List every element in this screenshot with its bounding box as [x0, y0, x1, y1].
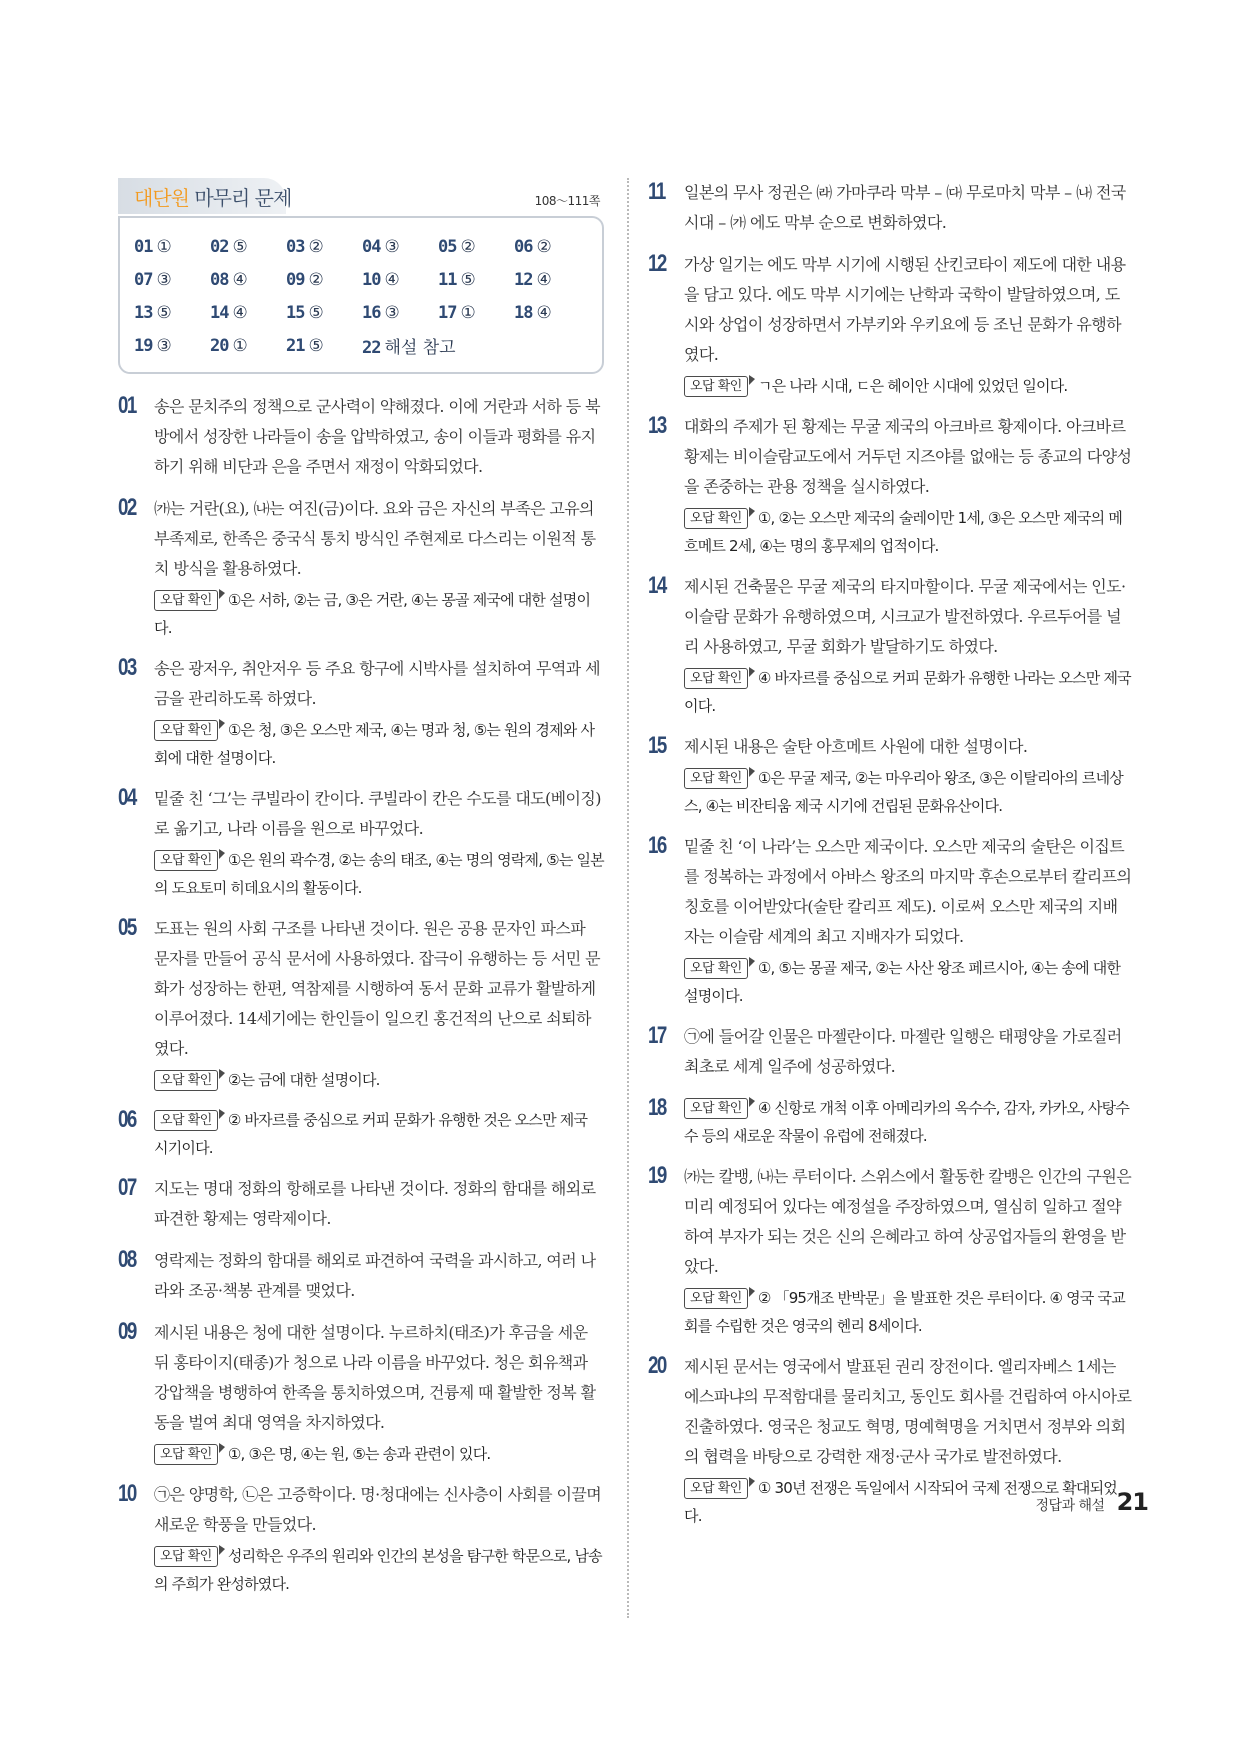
explanation-item [648, 250, 1132, 400]
wrong-answer-text: ① 30년 전쟁은 독일에서 시작되어 국제 전쟁으로 확대되었다. [684, 1479, 1117, 1525]
explanation-text: ㈎는 거란(요), ㈏는 여진(금)이다. 요와 금은 자신의 부족은 고유의 부족제로, 한족은 중국식 통치 방식인 주현제로 다스리는 이원적 통치 방식을 활용하였다. [154, 499, 596, 578]
explanation-item [648, 732, 1132, 820]
answer-value: ① [156, 236, 172, 257]
wrong-answer-text: ㄱ은 나라 시대, ㄷ은 헤이안 시대에 있었던 일이다. [757, 377, 1068, 395]
wrong-answer-note [154, 1542, 604, 1598]
wrong-answer-note [154, 1066, 604, 1094]
explanation-item [118, 1246, 604, 1306]
wrong-answer-text: ② 바자르를 중심으로 커피 문화가 유행한 것은 오스만 제국 시기이다. [154, 1111, 588, 1157]
question-number: 11 [648, 178, 665, 205]
section-title [134, 182, 291, 211]
answer-item [514, 303, 590, 323]
explanation-item [648, 1022, 1132, 1082]
question-number: 06 [118, 1106, 136, 1133]
wrong-answer-text: ①은 원의 곽수경, ②는 송의 태조, ④는 명의 영락제, ⑤는 일본의 도요토미 히데요시의 활동이다. [154, 851, 604, 897]
explanation-text: 도표는 원의 사회 구조를 나타낸 것이다. 원은 공용 문자인 파스파 문자를 만들어 공식 문서에 사용하였다. 잡극이 유행하는 등 서민 문화가 성장하는 한편, 역참제를 시행하여 동서 문화 교류가 활발하게 이루어졌다. 14세기에는 한인들이 일으킨 홍건적의 난으로 쇠퇴하였다. [154, 919, 600, 1058]
answer-number: 13 [134, 302, 153, 323]
wrong-answer-text: ④ 신항로 개척 이후 아메리카의 옥수수, 감자, 카카오, 사탕수수 등의 새로운 작물이 유럽에 전해졌다. [684, 1099, 1130, 1145]
explanation-item [118, 1106, 604, 1162]
explanation-item [118, 1480, 604, 1598]
answer-value: ④ [384, 269, 400, 290]
answer-item [134, 303, 210, 323]
explanation-item [648, 572, 1132, 720]
answer-number: 01 [134, 236, 153, 257]
explanations-left [118, 392, 604, 1598]
explanation-text: 제시된 내용은 청에 대한 설명이다. 누르하치(태조)가 후금을 세운 뒤 홍타이지(태종)가 청으로 나라 이름을 바꾸었다. 청은 회유책과 강압책을 병행하여 한족을 통치하였으며, 건륭제 때 활발한 정복 활동을 벌여 최대 영역을 차지하였다. [154, 1323, 596, 1432]
answer-number: 03 [286, 236, 305, 257]
wrong-answer-badge: 오답 확인 [154, 1444, 218, 1465]
wrong-answer-note [154, 1440, 604, 1468]
answer-row [134, 296, 592, 329]
question-number: 10 [118, 1480, 136, 1507]
explanation-item [648, 1162, 1132, 1340]
answer-number: 21 [286, 335, 305, 356]
answer-number: 11 [438, 269, 457, 290]
wrong-answer-badge: 오답 확인 [154, 720, 218, 741]
wrong-answer-note [154, 846, 604, 902]
question-number: 03 [118, 654, 136, 681]
answer-number: 04 [362, 236, 381, 257]
answer-row [134, 230, 592, 263]
question-number: 01 [118, 392, 136, 419]
answer-value: ⑤ [156, 302, 172, 323]
wrong-answer-text: 성리학은 우주의 원리와 인간의 본성을 탐구한 학문으로, 남송의 주희가 완성하였다. [154, 1547, 602, 1593]
answer-number: 06 [514, 236, 533, 257]
wrong-answer-badge: 오답 확인 [154, 590, 218, 611]
answer-item [362, 270, 438, 290]
answer-value: ② [308, 236, 324, 257]
answer-item [286, 237, 362, 257]
question-number: 05 [118, 914, 136, 941]
answer-number: 14 [210, 302, 229, 323]
answer-number: 19 [134, 335, 153, 356]
answer-value: ② [308, 269, 324, 290]
explanation-item [118, 392, 604, 482]
answer-number: 07 [134, 269, 153, 290]
explanation-text: ㉠은 양명학, ㉡은 고증학이다. 명·청대에는 신사층이 사회를 이끌며 새로운 학풍을 만들었다. [154, 1485, 602, 1534]
wrong-answer-note [154, 586, 604, 642]
answer-value: ④ [232, 269, 248, 290]
wrong-answer-text: ①, ③은 명, ④는 원, ⑤는 송과 관련이 있다. [227, 1445, 491, 1463]
explanation-item [118, 1318, 604, 1468]
answer-number: 17 [438, 302, 457, 323]
wrong-answer-note [684, 1094, 1132, 1150]
page-number: 21 [1116, 1488, 1148, 1516]
answer-value: ② [536, 236, 552, 257]
answer-number: 08 [210, 269, 229, 290]
explanation-item [648, 178, 1132, 238]
answer-item [134, 336, 210, 356]
answer-number: 18 [514, 302, 533, 323]
question-number: 08 [118, 1246, 136, 1273]
question-number: 13 [648, 412, 666, 439]
answer-value: ② [460, 236, 476, 257]
wrong-answer-text: ②는 금에 대한 설명이다. [227, 1071, 380, 1089]
explanation-text: 제시된 내용은 술탄 아흐메트 사원에 대한 설명이다. [684, 737, 1028, 756]
question-number: 18 [648, 1094, 666, 1121]
question-number: 16 [648, 832, 666, 859]
question-number: 17 [648, 1022, 666, 1049]
answer-item [438, 237, 514, 257]
explanation-text: 일본의 무사 정권은 ㈑ 가마쿠라 막부 – ㈐ 무로마치 막부 – ㈏ 전국 시대 – ㈎ 에도 막부 순으로 변화하였다. [684, 183, 1126, 232]
answer-number: 12 [514, 269, 533, 290]
explanation-text: 대화의 주제가 된 황제는 무굴 제국의 아크바르 황제이다. 아크바르 황제는 비이슬람교도에서 거두던 지즈야를 없애는 등 종교의 다양성을 존중하는 관용 정책을 실시하였다. [684, 417, 1132, 496]
answer-item [286, 270, 362, 290]
wrong-answer-badge: 오답 확인 [154, 850, 218, 871]
answer-item [210, 303, 286, 323]
answer-value: ④ [232, 302, 248, 323]
answer-number: 02 [210, 236, 229, 257]
question-number: 20 [648, 1352, 666, 1379]
footer-label: 정답과 해설 [1035, 1498, 1105, 1514]
question-number: 02 [118, 494, 136, 521]
answer-value: ③ [384, 236, 400, 257]
question-number: 15 [648, 732, 666, 759]
explanations-right [648, 178, 1132, 1530]
explanation-text: 송은 광저우, 취안저우 등 주요 항구에 시박사를 설치하여 무역과 세금을 관리하도록 하였다. [154, 659, 600, 708]
answer-value: 해설 참고 [384, 338, 456, 358]
explanation-text: 지도는 명대 정화의 항해로를 나타낸 것이다. 정화의 함대를 해외로 파견한 황제는 영락제이다. [154, 1179, 596, 1228]
answer-value: ⑤ [308, 302, 324, 323]
explanation-text: ㈎는 칼뱅, ㈏는 루터이다. 스위스에서 활동한 칼뱅은 인간의 구원은 미리 예정되어 있다는 예정설을 주장하였으며, 열심히 일하고 절약하여 부자가 되는 것은 신의 은혜라고 하여 상공업자들의 환영을 받았다. [684, 1167, 1132, 1276]
answer-key-box [118, 216, 604, 374]
question-number: 14 [648, 572, 666, 599]
answer-number: 22 [362, 338, 381, 358]
answer-item [134, 237, 210, 257]
column-divider [627, 178, 629, 1618]
answer-item [514, 237, 590, 257]
answer-number: 16 [362, 302, 381, 323]
answer-item [210, 270, 286, 290]
question-number: 09 [118, 1318, 136, 1345]
wrong-answer-badge: 오답 확인 [684, 1478, 748, 1499]
wrong-answer-note [684, 372, 1132, 400]
wrong-answer-badge: 오답 확인 [684, 768, 748, 789]
wrong-answer-text: ①은 무굴 제국, ②는 마우리아 왕조, ③은 이탈리아의 르네상스, ④는 비잔티움 제국 시기에 건립된 문화유산이다. [684, 769, 1123, 815]
wrong-answer-text: ①, ⑤는 몽골 제국, ②는 사산 왕조 페르시아, ④는 송에 대한 설명이다. [684, 959, 1121, 1005]
wrong-answer-note [684, 664, 1132, 720]
wrong-answer-badge: 오답 확인 [684, 668, 748, 689]
answer-item [210, 336, 286, 356]
answer-value: ① [232, 335, 248, 356]
explanation-text: 제시된 건축물은 무굴 제국의 타지마할이다. 무굴 제국에서는 인도·이슬람 문화가 유행하였으며, 시크교가 발전하였다. 우르두어를 널리 사용하였고, 무굴 회화가 발달하기도 하였다. [684, 577, 1126, 656]
answer-item [362, 303, 438, 323]
wrong-answer-badge: 오답 확인 [684, 958, 748, 979]
question-number: 04 [118, 784, 136, 811]
answer-number: 20 [210, 335, 229, 356]
wrong-answer-text: ①, ②는 오스만 제국의 술레이만 1세, ③은 오스만 제국의 메흐메트 2세, ④는 명의 홍무제의 업적이다. [684, 509, 1123, 555]
explanation-item [648, 1094, 1132, 1150]
answer-item [210, 237, 286, 257]
answer-row [134, 329, 592, 362]
section-title-rest: 마무리 문제 [188, 186, 292, 210]
explanation-item [118, 1174, 604, 1234]
answer-item [362, 333, 512, 358]
explanation-text: 가상 일기는 에도 막부 시기에 시행된 산킨코타이 제도에 대한 내용을 담고 있다. 에도 막부 시기에는 난학과 국학이 발달하였으며, 도시와 상업이 성장하면서 가부키와 우키요에 등 조닌 문화가 유행하였다. [684, 255, 1126, 364]
answer-item [438, 303, 514, 323]
answer-value: ⑤ [232, 236, 248, 257]
answer-number: 15 [286, 302, 305, 323]
explanation-item [118, 494, 604, 642]
explanation-text: 제시된 문서는 영국에서 발표된 권리 장전이다. 엘리자베스 1세는 에스파냐의 무적함대를 물리치고, 동인도 회사를 건립하여 아시아로 진출하였다. 영국은 청교도 혁명, 명예혁명을 거치면서 정부와 의회의 협력을 바탕으로 강력한 재정·군사 국가로 발전하였다. [684, 1357, 1132, 1466]
answer-value: ⑤ [460, 269, 476, 290]
wrong-answer-text: ①은 서하, ②는 금, ③은 거란, ④는 몽골 제국에 대한 설명이다. [154, 591, 591, 637]
wrong-answer-text: ①은 청, ③은 오스만 제국, ④는 명과 청, ⑤는 원의 경제와 사회에 대한 설명이다. [154, 721, 595, 767]
explanation-item [118, 914, 604, 1094]
explanation-item [118, 654, 604, 772]
answer-number: 09 [286, 269, 305, 290]
left-column [118, 178, 604, 1610]
section-header [118, 178, 604, 216]
question-number: 12 [648, 250, 666, 277]
wrong-answer-badge: 오답 확인 [684, 1098, 748, 1119]
answer-value: ④ [536, 302, 552, 323]
wrong-answer-note [684, 954, 1132, 1010]
wrong-answer-badge: 오답 확인 [154, 1070, 218, 1091]
wrong-answer-badge: 오답 확인 [684, 1288, 748, 1309]
explanation-text: ㉠에 들어갈 인물은 마젤란이다. 마젤란 일행은 태평양을 가로질러 최초로 세계 일주에 성공하였다. [684, 1027, 1122, 1076]
answer-value: ⑤ [308, 335, 324, 356]
answer-item [286, 303, 362, 323]
answer-item [362, 237, 438, 257]
wrong-answer-text: ④ 바자르를 중심으로 커피 문화가 유행한 나라는 오스만 제국이다. [684, 669, 1131, 715]
page-reference: 108～111쪽 [534, 194, 600, 208]
explanation-text: 송은 문치주의 정책으로 군사력이 약해졌다. 이에 거란과 서하 등 북방에서 성장한 나라들이 송을 압박하였고, 송이 이들과 평화를 유지하기 위해 비단과 은을 주면서 재정이 악화되었다. [154, 397, 600, 476]
answer-number: 05 [438, 236, 457, 257]
explanation-item [648, 832, 1132, 1010]
answer-item [286, 336, 362, 356]
explanation-item [118, 784, 604, 902]
answer-value: ④ [536, 269, 552, 290]
wrong-answer-note [684, 504, 1132, 560]
explanation-text: 밑줄 친 ‘이 나라’는 오스만 제국이다. 오스만 제국의 술탄은 이집트를 정복하는 과정에서 아바스 왕조의 마지막 후손으로부터 칼리프의 칭호를 이어받았다(술탄 칼리프 제도). 이로써 오스만 제국의 지배자는 이슬람 세계의 최고 지배자가 되었다. [684, 837, 1132, 946]
wrong-answer-badge: 오답 확인 [154, 1110, 218, 1131]
answer-value: ③ [156, 335, 172, 356]
wrong-answer-note [154, 716, 604, 772]
answer-number: 10 [362, 269, 381, 290]
explanation-text: 밑줄 친 ‘그’는 쿠빌라이 칸이다. 쿠빌라이 칸은 수도를 대도(베이징)로 옮기고, 나라 이름을 원으로 바꾸었다. [154, 789, 601, 838]
question-number: 07 [118, 1174, 136, 1201]
answer-row [134, 263, 592, 296]
right-column [648, 178, 1132, 1542]
question-number: 19 [648, 1162, 666, 1189]
wrong-answer-badge: 오답 확인 [154, 1546, 218, 1567]
wrong-answer-note [684, 1284, 1132, 1340]
answer-value: ③ [156, 269, 172, 290]
wrong-answer-note [154, 1106, 604, 1162]
answer-value: ③ [384, 302, 400, 323]
section-title-accent: 대단원 [134, 186, 189, 210]
wrong-answer-badge: 오답 확인 [684, 508, 748, 529]
explanation-text: 영락제는 정화의 함대를 해외로 파견하여 국력을 과시하고, 여러 나라와 조공·책봉 관계를 맺었다. [154, 1251, 596, 1300]
wrong-answer-note [684, 764, 1132, 820]
explanation-item [648, 412, 1132, 560]
wrong-answer-text: ② 「95개조 반박문」을 발표한 것은 루터이다. ④ 영국 국교회를 수립한 것은 영국의 헨리 8세이다. [684, 1289, 1125, 1335]
page-footer [1036, 1488, 1148, 1516]
answer-value: ① [460, 302, 476, 323]
answer-item [134, 270, 210, 290]
wrong-answer-badge: 오답 확인 [684, 376, 748, 397]
answer-item [438, 270, 514, 290]
answer-item [514, 270, 590, 290]
